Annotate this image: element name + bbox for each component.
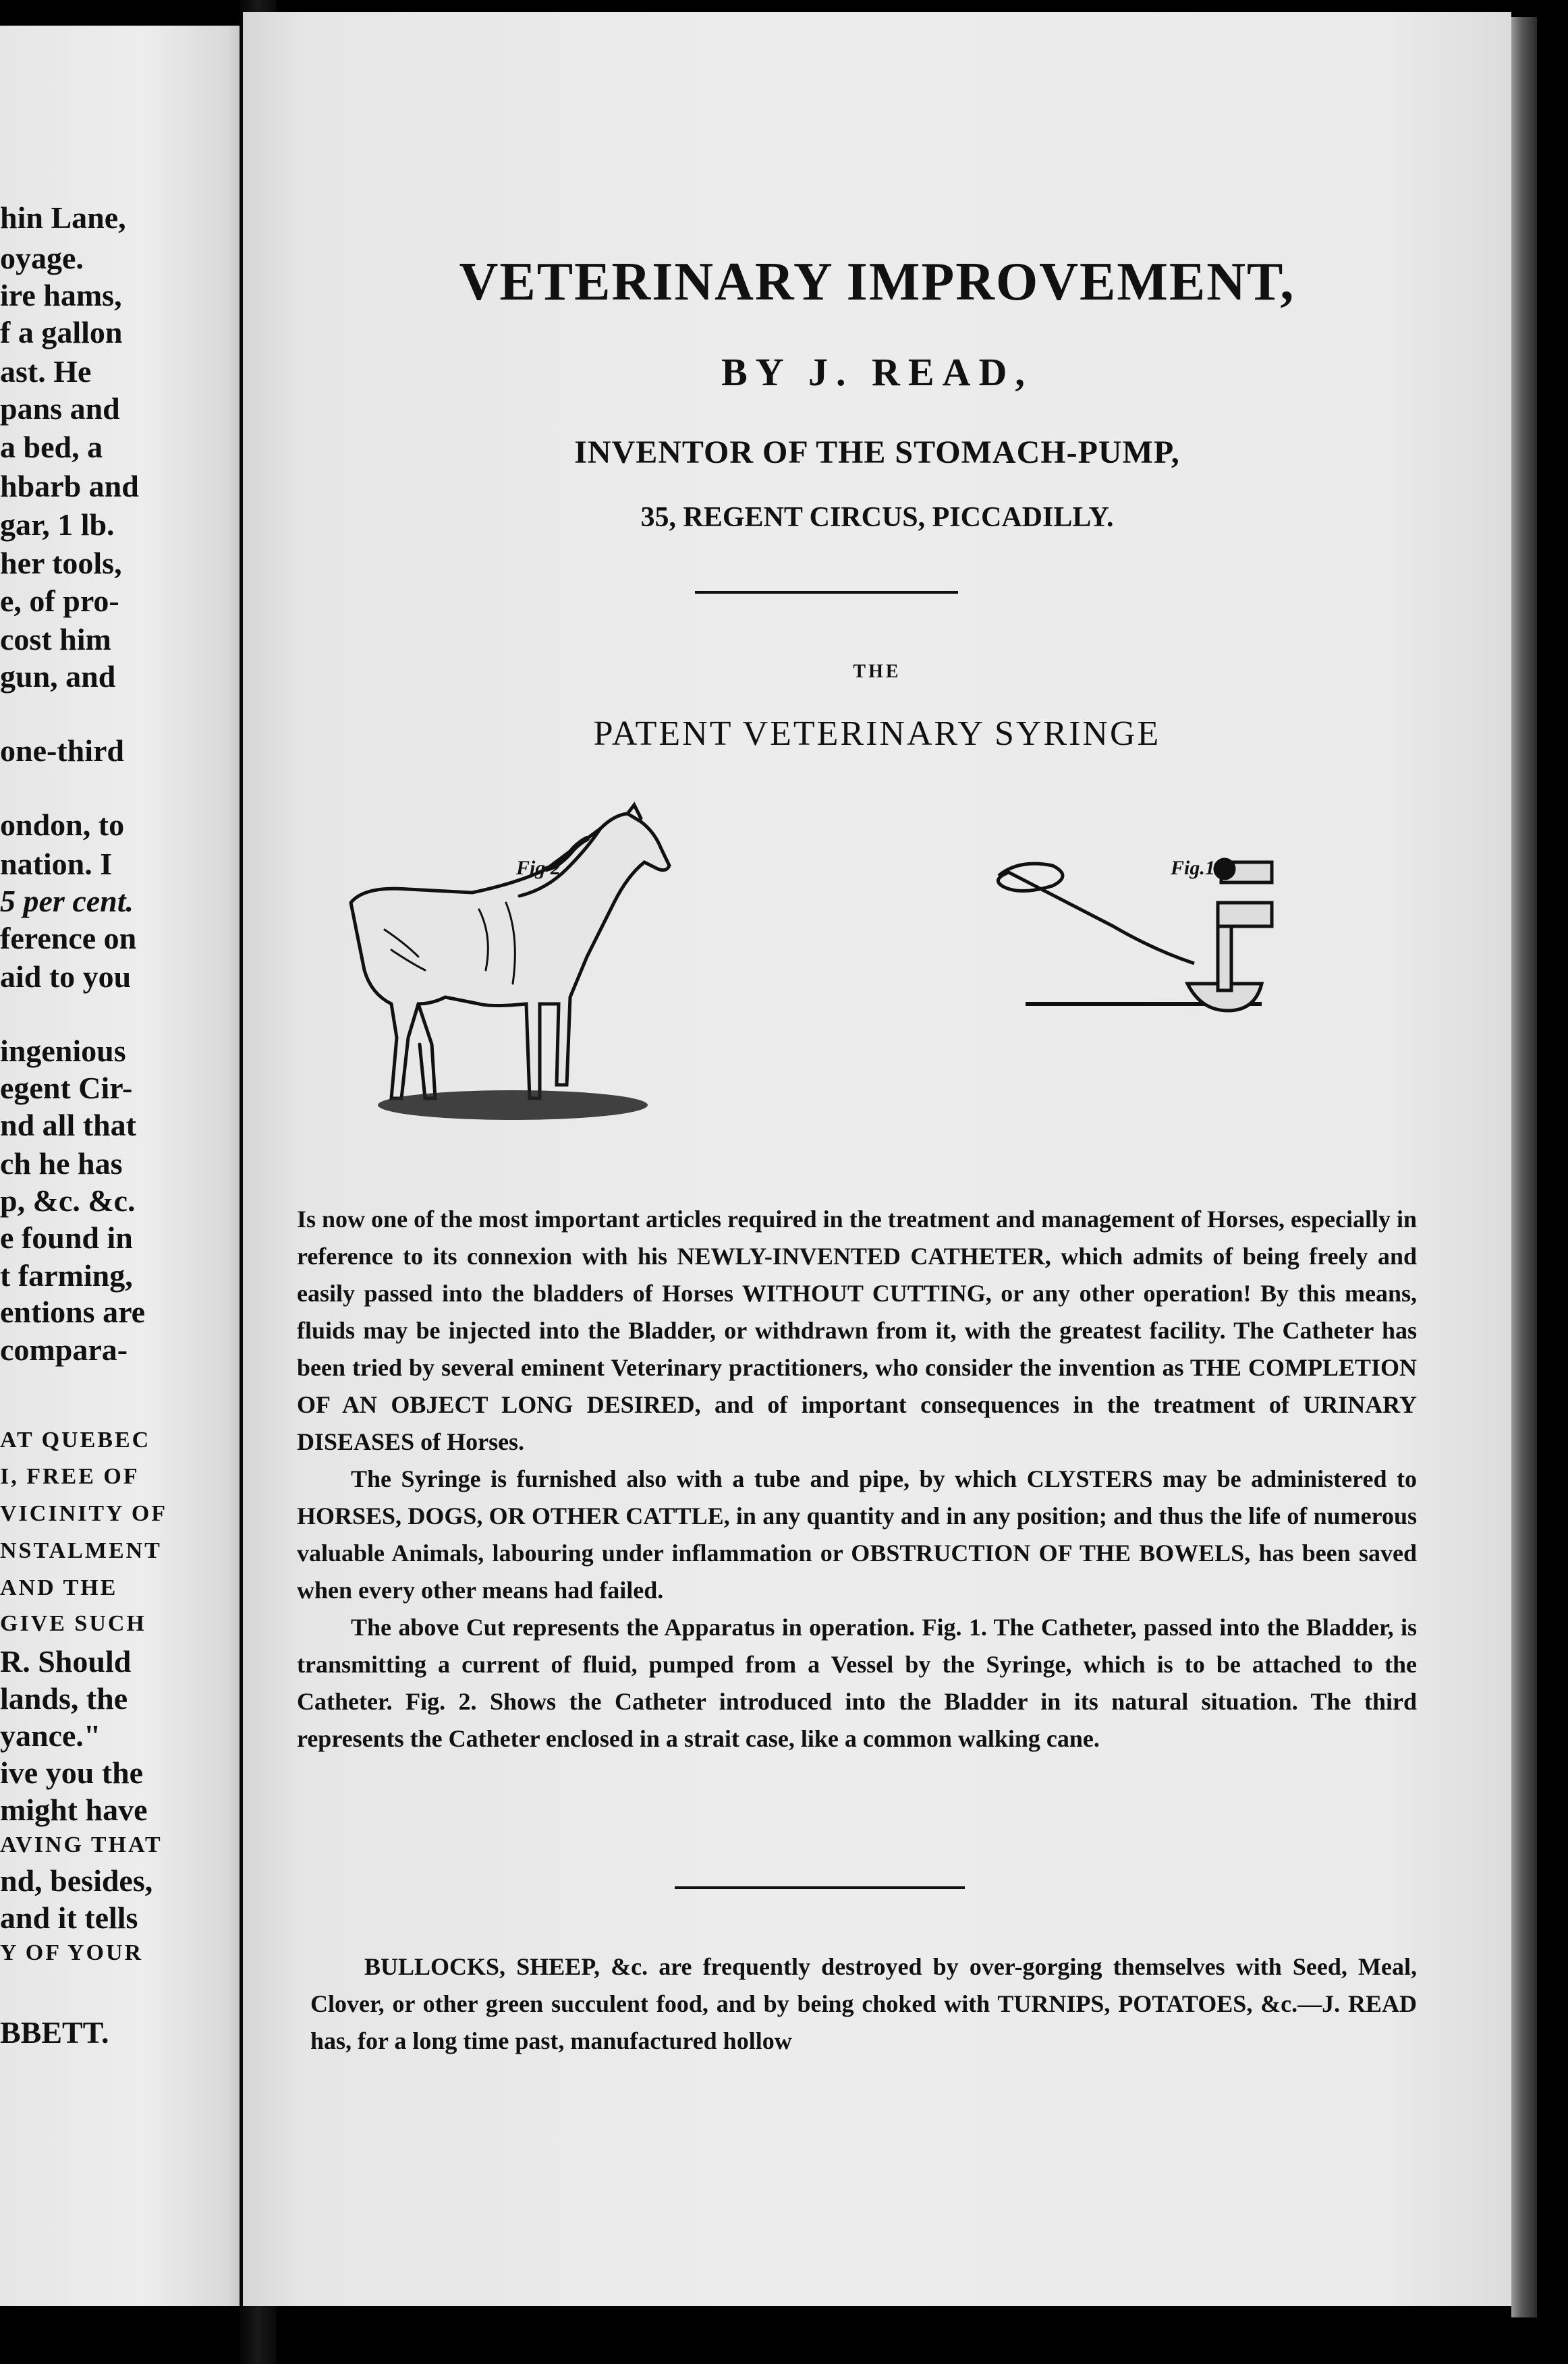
fig1-label: Fig.1	[1171, 857, 1215, 879]
syringe-apparatus	[1187, 860, 1272, 1011]
divider-rule-lower	[675, 1886, 965, 1889]
left-page-line: ch he has	[0, 1146, 123, 1181]
body-column	[297, 1201, 1417, 1757]
left-page-line: ingenious	[0, 1034, 126, 1068]
left-page-line: nation. I	[0, 847, 113, 881]
divider-rule	[695, 591, 958, 594]
paragraph-4: BULLOCKS, SHEEP, &c. are frequently destroyed by over-gorging themselves with Seed, Meal, Clover, or other green succulent food, and by being choked with TURNIPS, POTATOES, &c.—J. READ has, for a long time past, manufactured hollow	[310, 1953, 1417, 2054]
left-page-line: aid to you	[0, 959, 132, 994]
left-page-line: ondon, to	[0, 808, 125, 842]
left-page-line: GIVE SUCH	[0, 1611, 146, 1636]
paragraph-1: Is now one of the most important articles required in the treatment and management of Horses, especially in reference to its connexion with his NEWLY-INVENTED CATHETER, which admits of being freely and easily passed into the bladders of Horses WITHOUT CUTTING, or any other operation! By this means, fluids may be injected into the Bladder, or withdrawn from it, with the greatest facility. The Catheter has been tried by several eminent Veterinary practitioners, who consider the invention as THE COMPLETION OF AN OBJECT LONG DESIRED, and of important consequences in the treatment of URINARY DISEASES of Horses.	[297, 1206, 1417, 1455]
left-page-line: R. Should	[0, 1644, 132, 1679]
horse-shadow	[378, 1090, 648, 1120]
left-page-line: pans and	[0, 391, 120, 426]
left-page-line: compara-	[0, 1332, 128, 1367]
left-page-line: gar, 1 lb.	[0, 507, 115, 542]
fig2-label: Fig 2	[516, 857, 561, 879]
author-line: BY J. READ,	[721, 350, 1033, 394]
left-page-line: I, FREE OF	[0, 1464, 140, 1489]
product-heading: PATENT VETERINARY SYRINGE	[593, 714, 1161, 753]
left-page-line: hbarb and	[0, 469, 139, 503]
left-page-line: f a gallon	[0, 315, 123, 349]
left-page-line: ference on	[0, 921, 137, 955]
left-page-line: p, &c. &c.	[0, 1183, 136, 1218]
paragraph-3: The above Cut represents the Apparatus in operation. Fig. 1. The Catheter, passed into the Bladder, is transmitting a current of fluid, pumped from a Vessel by the Syringe, which is to be attached to the Catheter. Fig. 2. Shows the Catheter introduced into the Bladder in its natural situation. The third represents the Catheter enclosed in a strait case, like a common walking cane.	[297, 1614, 1417, 1752]
address-line: 35, REGENT CIRCUS, PICCADILLY.	[640, 502, 1114, 533]
left-page-line: ive you the	[0, 1755, 144, 1790]
left-page-line: might have	[0, 1793, 148, 1827]
left-page-line: t farming,	[0, 1258, 133, 1293]
left-page-line: entions are	[0, 1295, 146, 1329]
page-title: VETERINARY IMPROVEMENT,	[459, 252, 1295, 312]
left-page-line: nd all that	[0, 1108, 136, 1142]
left-page-line: NSTALMENT	[0, 1538, 162, 1563]
engraving-illustration	[344, 801, 1451, 1193]
left-page-line: hin Lane,	[0, 200, 126, 235]
left-page-line: VICINITY OF	[0, 1501, 168, 1526]
left-page-line: e, of pro-	[0, 584, 119, 618]
left-page-line: nd, besides,	[0, 1863, 153, 1898]
left-page-line: a bed, a	[0, 430, 103, 464]
left-page-line: e found in	[0, 1220, 133, 1255]
paragraph-4-block	[310, 1948, 1417, 2060]
left-page-line: and it tells	[0, 1901, 138, 1935]
left-page-line: ire hams,	[0, 278, 122, 312]
left-page-line: lands, the	[0, 1681, 128, 1716]
left-page-line: oyage.	[0, 241, 84, 275]
left-page-line: cost him	[0, 622, 111, 656]
left-page-line: AT QUEBEC	[0, 1428, 151, 1453]
left-page-line: 5 per cent.	[0, 884, 134, 918]
main-page	[243, 12, 1511, 2306]
page-edge	[1511, 17, 1537, 2317]
left-page-line: her tools,	[0, 546, 122, 580]
inventor-line: INVENTOR OF THE STOMACH-PUMP,	[574, 434, 1180, 470]
the-heading: THE	[853, 661, 901, 682]
left-page-line: Y OF YOUR	[0, 1940, 144, 1965]
left-page-line: egent Cir-	[0, 1071, 133, 1105]
left-page-line: one-third	[0, 733, 124, 768]
catheter-coil	[998, 864, 1194, 963]
left-page-line: gun, and	[0, 659, 116, 694]
left-page-line: yance."	[0, 1718, 101, 1753]
left-page-line: AVING THAT	[0, 1832, 163, 1857]
left-page-line: ast. He	[0, 354, 92, 389]
horse-figure	[351, 805, 669, 1098]
paragraph-2: The Syringe is furnished also with a tube and pipe, by which CLYSTERS may be administered to HORSES, DOGS, OR OTHER CATTLE, in any quantity and in any position; and thus the life of numerous valuable Animals, labouring under inflammation or OBSTRUCTION OF THE BOWELS, has been saved when every other means had failed.	[297, 1465, 1417, 1604]
left-page-line: BBETT.	[0, 2015, 109, 2050]
left-facing-page	[0, 26, 240, 2306]
left-page-line: AND THE	[0, 1575, 118, 1600]
